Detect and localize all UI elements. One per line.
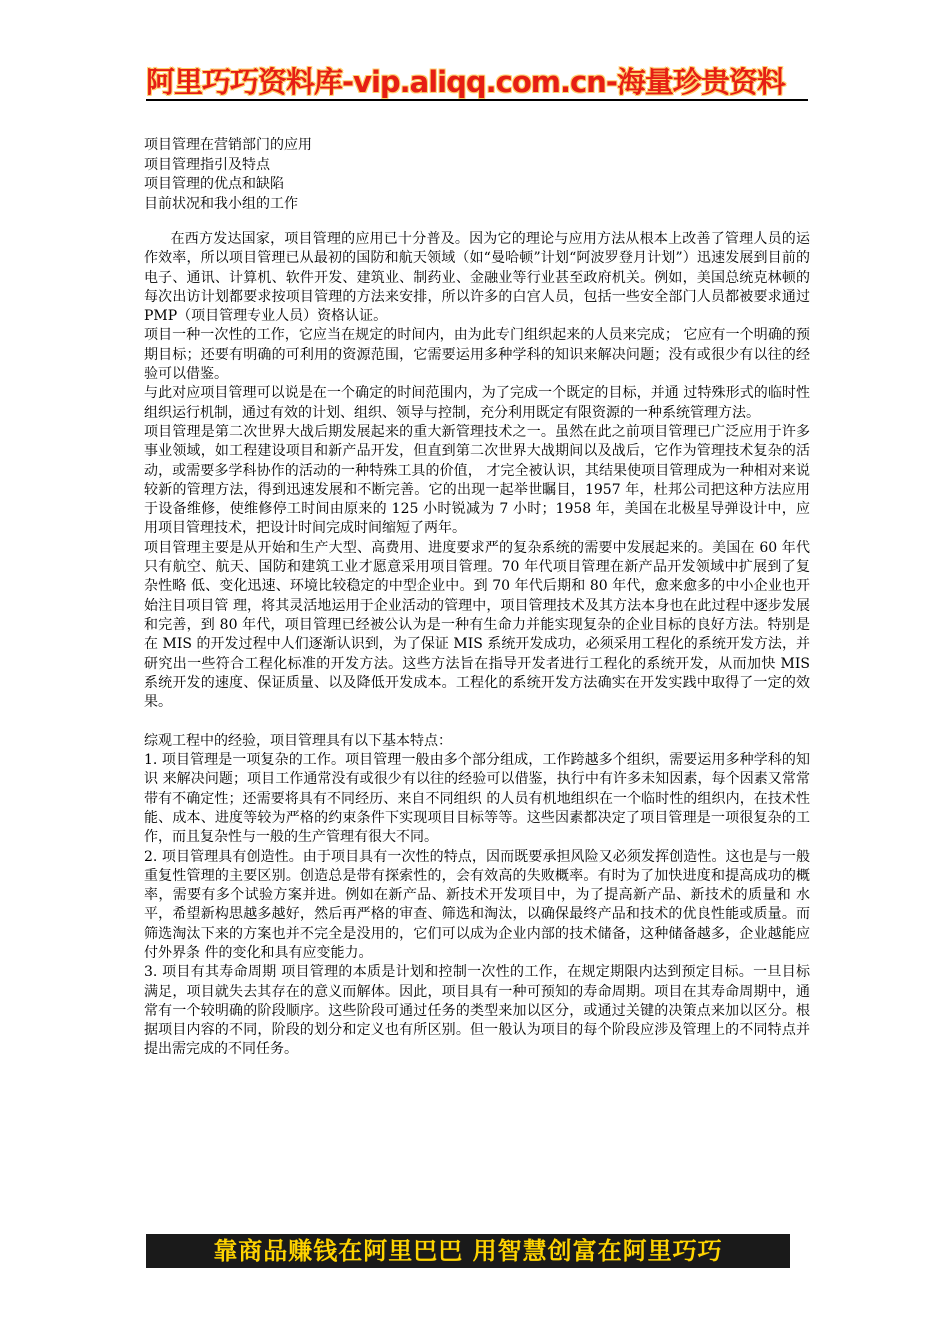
paragraph-pm-history: 项目管理是第二次世界大战后期发展起来的重大新管理技术之一。虽然在此之前项目管理已广泛应用于许多事业领域，如工程建设项目和新产品开发，但直到第二次世界大战期间以及战后，它作为管理技术复杂的活动，或需要多学科协作的活动的一种特殊工具的价值， 才完全被认识，其结果使项目管理成为一种相对来说较新的管理方法，得到迅速发展和不断完善。它的出现一起举世瞩目，1957 年，杜邦公司把这种方法应用于设备维修，使维修停工时间由原来的 125 小时锐减为 7 小时；1958 年，美国在北极星导弹设计中，应用项目管理技术，把设计时间完成时间缩短了两年。 bbox=[144, 423, 810, 537]
header-rule bbox=[146, 99, 808, 101]
toc-item: 项目管理的优点和缺陷 bbox=[144, 176, 284, 192]
toc-item: 项目管理在营销部门的应用 bbox=[144, 137, 312, 153]
paragraph-feature-2: 2. 项目管理具有创造性。由于项目具有一次性的特点，因而既要承担风险又必须发挥创造性。这也是与一般重复性管理的主要区别。创造总是带有探索性的，会有效高的失败概率。有时为了加快进度和提高成功的概率，需要有多个试验方案并进。例如在新产品、新技术开发项目中，为了提高新产品、新技术的质量和 水平，希望新构思越多越好，然后再严格的审查、筛选和淘汰，以确保最终产品和技术的优良性能或质量。而筛选淘汰下来的方案也并不完全是没用的，它们可以成为企业内部的技术储备，这种储备越多，企业越能应付外界条 件的变化和具有应变能力。 bbox=[144, 848, 810, 961]
paragraph-features-intro: 综观工程中的经验，项目管理具有以下基本特点： bbox=[144, 732, 452, 749]
paragraph-project-definition: 项目一种一次性的工作，它应当在规定的时间内，由为此专门组织起来的人员来完成； 它应有一个明确的预期目标；还要有明确的可利用的资源范围，它需要运用多种学科的知识来解决问题；没有或很少有以往的经验可以借鉴。 bbox=[144, 327, 810, 383]
paragraph-pm-definition: 与此对应项目管理可以说是在一个确定的时间范围内，为了完成一个既定的目标，并通 过特殊形式的临时性组织运行机制，通过有效的计划、组织、领导与控制，充分利用既定有限资源的一种系统管理方法。 bbox=[144, 385, 810, 421]
header-banner: 阿里巧巧资料库-vip.aliqq.com.cn-海量珍贵资料 bbox=[146, 65, 785, 99]
document-body bbox=[144, 230, 810, 1060]
paragraph-feature-1: 1. 项目管理是一项复杂的工作。项目管理一般由多个部分组成，工作跨越多个组织，需要运用多种学科的知识 来解决问题；项目工作通常没有或很少有以往的经验可以借鉴，执行中有许多未知因素，每个因素又常常带有不确定性；还需要将具有不同经历、来自不同组织 的人员有机地组织在一个临时性的组织内，在技术性能、成本、进度等较为严格的约束条件下实现项目目标等等。这些因素都决定了项目管理是一项很复杂的工作，而且复杂性与一般的生产管理有很大不同。 bbox=[144, 752, 810, 846]
paragraph-feature-3: 3. 项目有其寿命周期 项目管理的本质是计划和控制一次性的工作，在规定期限内达到预定目标。一旦目标满足，项目就失去其存在的意义而解体。因此，项目具有一种可预知的寿命周期。项目在其寿命周期中，通常有一个较明确的阶段顺序。这些阶段可通过任务的类型来加以区分，或通过关键的决策点来加以区分。根据项目内容的不同，阶段的划分和定义也有所区别。但一般认为项目的每个阶段应涉及管理上的不同特点并提出需完成的不同任务。 bbox=[144, 964, 810, 1058]
toc-item: 项目管理指引及特点 bbox=[144, 156, 270, 173]
intro-paragraph: 在西方发达国家，项目管理的应用已十分普及。因为它的理论与应用方法从根本上改善了管理人员的运作效率，所以项目管理已从最初的国防和航天领域（如“曼哈顿”计划“阿波罗登月计划”）迅速发展到目前的电子、通讯、计算机、软件开发、建筑业、制药业、金融业等行业甚至政府机关。例如，美国总统克林顿的每次出访计划都要求按项目管理的方法来安排，所以许多的白宫人员，包括一些安全部门人员都被要求通过 PMP（项目管理专业人员）资格认证。 bbox=[144, 231, 810, 325]
paragraph-spacer bbox=[144, 712, 810, 731]
table-of-contents bbox=[144, 136, 804, 214]
toc-item: 目前状况和我小组的工作 bbox=[144, 195, 298, 212]
paragraph-pm-development: 项目管理主要是从开始和生产大型、高费用、进度要求严的复杂系统的需要中发展起来的。美国在 60 年代只有航空、航天、国防和建筑工业才愿意采用项目管理。70 年代项目管理在新产品开发领域中扩展到了复杂性略 低、变化迅速、环境比较稳定的中型企业中。到 70 年代后期和 80 年代，愈来愈多的中小企业也开始注目项目管 理，将其灵活地运用于企业活动的管理中，项目管理技术及其方法本身也在此过程中逐步发展和完善，到 80 年代，项目管理已经被公认为是一种有生命力并能实现复杂的企业目标的良好方法。特别是在 MIS 的开发过程中人们逐渐认识到，为了保证 MIS 系统开发成功，必须采用工程化的系统开发方法，并研究出一些符合工程化标准的开发方法。这些方法旨在指导开发者进行工程化的系统开发，从而加快 MIS 系统开发的速度、保证质量、以及降低开发成本。工程化的系统开发方法确实在开发实践中取得了一定的效果。 bbox=[144, 539, 810, 711]
footer-banner: 靠商品赚钱在阿里巴巴 用智慧创富在阿里巧巧 bbox=[146, 1234, 790, 1268]
